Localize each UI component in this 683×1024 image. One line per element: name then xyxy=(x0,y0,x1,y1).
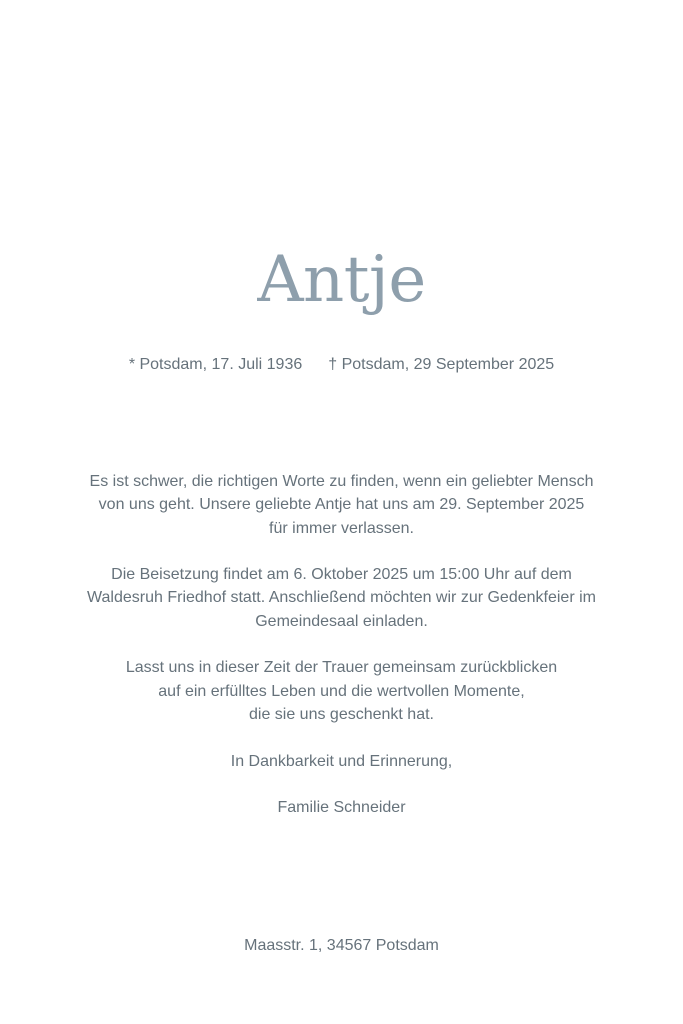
text-line: Es ist schwer, die richtigen Worte zu finden, wenn ein geliebter Mensch xyxy=(89,473,594,490)
text-line: von uns geht. Unsere geliebte Antje hat uns am 29. September 2025 xyxy=(98,496,585,514)
text-line: Waldesruh Friedhof statt. Anschließend möchten wir zur Gedenkfeier im xyxy=(87,589,596,607)
paragraph-remembrance xyxy=(30,656,653,726)
family-signature: Familie Schneider xyxy=(277,799,406,817)
closing-line: In Dankbarkeit und Erinnerung, xyxy=(230,752,453,770)
paragraph-funeral-details xyxy=(30,563,653,633)
text-line: auf ein erfülltes Leben und die wertvollen Momente, xyxy=(158,682,525,700)
death-date: † Potsdam, 29 September 2025 xyxy=(328,356,555,373)
address: Maasstr. 1, 34567 Potsdam xyxy=(244,937,439,954)
text-line: die sie uns geschenkt hat. xyxy=(248,705,434,723)
text-line: für immer verlassen. xyxy=(269,519,414,537)
obituary-text xyxy=(30,470,653,843)
text-line: Lasst uns in dieser Zeit der Trauer gemeinsam zurückblicken xyxy=(125,659,558,677)
life-dates xyxy=(0,354,683,376)
deceased-name: Antje xyxy=(257,243,426,317)
birth-date: * Potsdam, 17. Juli 1936 xyxy=(128,356,303,373)
text-line: Die Beisetzung findet am 6. Oktober 2025 um 15:00 Uhr auf dem xyxy=(111,566,572,584)
text-line: Gemeindesaal einladen. xyxy=(255,612,428,630)
paragraph-announcement xyxy=(30,470,653,540)
